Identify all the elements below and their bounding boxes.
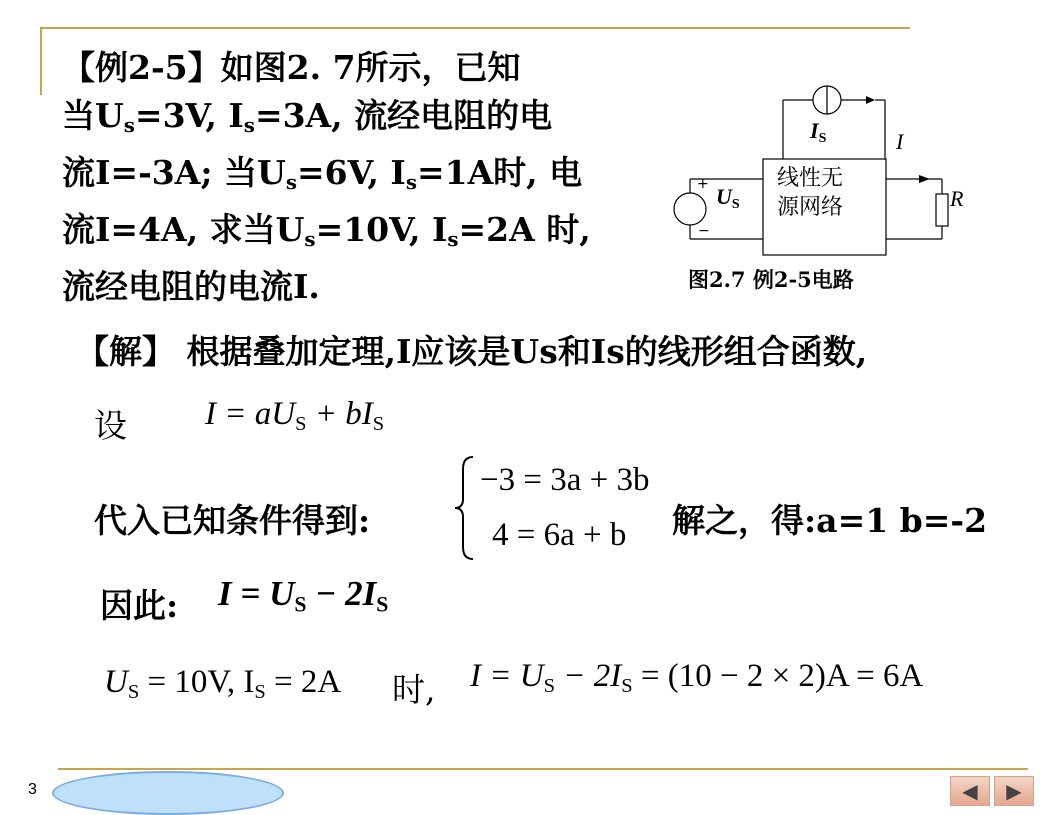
network-label-line1: 线性无 <box>777 166 844 191</box>
next-arrow-icon: ▶ <box>1006 779 1022 803</box>
condition: $U_S = 10V$, $I_S = 2A$ <box>104 664 342 704</box>
left-brace-icon <box>453 455 475 561</box>
resistor-label: R <box>950 186 964 211</box>
equation-2: $I = U_S - 2I_S$ <box>218 574 389 617</box>
final-equation: $I = U_S - 2I_S = (10 - 2 \times 2)A = 6A$ <box>470 658 924 698</box>
us-label: US <box>716 184 740 212</box>
plus-sign: + <box>697 176 709 192</box>
condition-suffix: 时, <box>392 670 436 709</box>
network-label-line2: 源网络 <box>777 195 844 220</box>
problem-statement <box>62 44 642 311</box>
resistor-icon <box>936 194 948 226</box>
equation-1: $I = aU_S + bI_S$ <box>205 396 385 436</box>
problem-line-4: 流I=4A, 求当$U_s=10V$, $I_s=2A$ 时, <box>62 209 591 251</box>
prev-slide-button[interactable] <box>950 776 990 806</box>
left-accent-bar <box>40 27 42 95</box>
problem-line-5: 流经电阻的电流I. <box>62 266 320 306</box>
top-divider <box>40 27 910 29</box>
bottom-divider <box>58 768 1028 770</box>
figure-caption: 图2.7 例2-5电路 <box>688 267 854 292</box>
page-number: 3 <box>28 781 37 798</box>
circuit-diagram <box>660 82 990 267</box>
solution-header: 【解】 根据叠加定理,I应该是Us和Is的线形组合函数, <box>76 332 868 371</box>
source-arrow-icon <box>866 96 875 104</box>
example-label: 例2-5 <box>95 48 188 87</box>
system-equation-1: −3 = 3a + 3b <box>480 462 650 498</box>
is-label: IS <box>810 118 827 146</box>
substitute-label: 代入已知条件得到: <box>94 501 371 540</box>
problem-line-2: 当$U_s=3V$, $I_s=3A$, 流经电阻的电 <box>62 96 553 137</box>
current-arrow-icon <box>919 175 930 183</box>
set-label: 设 <box>94 406 127 445</box>
next-slide-button[interactable] <box>994 776 1034 806</box>
problem-line-1: 【例2-5】如图2. 7所示，已知 <box>62 48 521 87</box>
problem-line-3: 流I=-3A; 当$U_s=6V$, $I_s=1A$时, 电 <box>62 152 583 194</box>
solve-result: 解之，得:a=1 b=-2 <box>672 501 988 540</box>
minus-sign: − <box>698 223 710 239</box>
system-equation-2: 4 = 6a + b <box>492 517 627 553</box>
therefore-label: 因此: <box>100 586 179 625</box>
prev-arrow-icon: ◀ <box>962 779 978 803</box>
footer-oval-decoration <box>52 771 284 815</box>
current-label: I <box>896 129 904 154</box>
voltage-source-icon <box>674 193 706 225</box>
